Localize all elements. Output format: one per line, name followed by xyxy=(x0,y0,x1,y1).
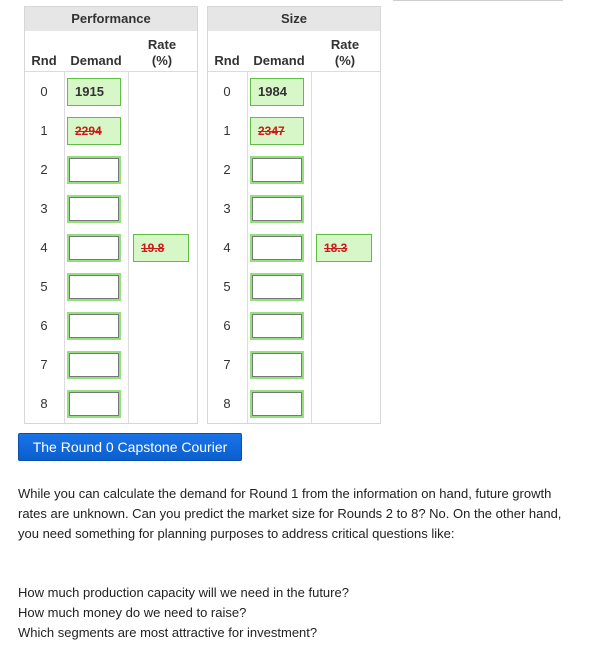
size-panel xyxy=(207,6,381,424)
performance-rate-box[interactable]: 19.8 xyxy=(133,234,189,262)
demand-input[interactable] xyxy=(67,234,121,262)
round-number: 4 xyxy=(223,240,231,255)
demand-input[interactable] xyxy=(250,195,304,223)
round-number: 2 xyxy=(40,162,48,177)
question-item: Which segments are most attractive for investment? xyxy=(18,625,318,640)
question-item: How much money do we need to raise? xyxy=(18,605,247,620)
round-number: 0 xyxy=(40,84,48,99)
demand-input[interactable]: 1915 xyxy=(67,78,121,106)
size-rate-box[interactable]: 18.3 xyxy=(316,234,372,262)
demand-input[interactable]: 1984 xyxy=(250,78,304,106)
rate-header: Rate (%) xyxy=(147,37,177,68)
round-number: 5 xyxy=(40,279,48,294)
demand-input[interactable]: 2294 xyxy=(67,117,121,145)
round-number: 1 xyxy=(223,123,231,138)
demand-input[interactable] xyxy=(250,351,304,379)
demand-input[interactable] xyxy=(67,195,121,223)
demand-input[interactable] xyxy=(67,390,121,418)
round-number: 2 xyxy=(223,162,231,177)
capstone-courier-button[interactable]: The Round 0 Capstone Courier xyxy=(18,433,242,461)
question-item: How much production capacity will we need in the future? xyxy=(18,585,349,600)
demand-input[interactable] xyxy=(250,156,304,184)
rate-header: Rate (%) xyxy=(330,37,360,68)
round-number: 1 xyxy=(40,123,48,138)
demand-input[interactable] xyxy=(67,312,121,340)
header-divider xyxy=(208,71,380,72)
demand-input[interactable] xyxy=(250,312,304,340)
round-number: 6 xyxy=(40,318,48,333)
column-divider xyxy=(247,71,248,423)
demand-input[interactable] xyxy=(250,390,304,418)
demand-input[interactable]: 2347 xyxy=(250,117,304,145)
demand-input[interactable] xyxy=(250,234,304,262)
demand-input[interactable] xyxy=(250,273,304,301)
round-number: 7 xyxy=(40,357,48,372)
round-number: 3 xyxy=(223,201,231,216)
round-number: 0 xyxy=(223,84,231,99)
round-number: 8 xyxy=(223,396,231,411)
size-title: Size xyxy=(208,7,380,31)
demand-input[interactable] xyxy=(67,273,121,301)
question-list xyxy=(18,583,578,643)
round-number: 8 xyxy=(40,396,48,411)
round-number: 3 xyxy=(40,201,48,216)
round-number: 5 xyxy=(223,279,231,294)
demand-header: Demand xyxy=(253,53,305,68)
column-divider xyxy=(64,71,65,423)
performance-title: Performance xyxy=(25,7,197,31)
top-divider xyxy=(393,0,563,1)
header-divider xyxy=(25,71,197,72)
demand-input[interactable] xyxy=(67,156,121,184)
demand-header: Demand xyxy=(70,53,122,68)
round-number: 7 xyxy=(223,357,231,372)
round-number: 4 xyxy=(40,240,48,255)
demand-input[interactable] xyxy=(67,351,121,379)
column-divider xyxy=(311,71,312,423)
round-number: 6 xyxy=(223,318,231,333)
rnd-header: Rnd xyxy=(31,53,57,68)
instruction-paragraph: While you can calculate the demand for Round 1 from the information on hand, future growth rates are unknown. Can you predict the market size for Rounds 2 to 8? No. On the other hand, you need something for planning purposes to address critical questions like: xyxy=(18,486,562,541)
column-divider xyxy=(128,71,129,423)
rnd-header: Rnd xyxy=(214,53,240,68)
performance-panel xyxy=(24,6,198,424)
